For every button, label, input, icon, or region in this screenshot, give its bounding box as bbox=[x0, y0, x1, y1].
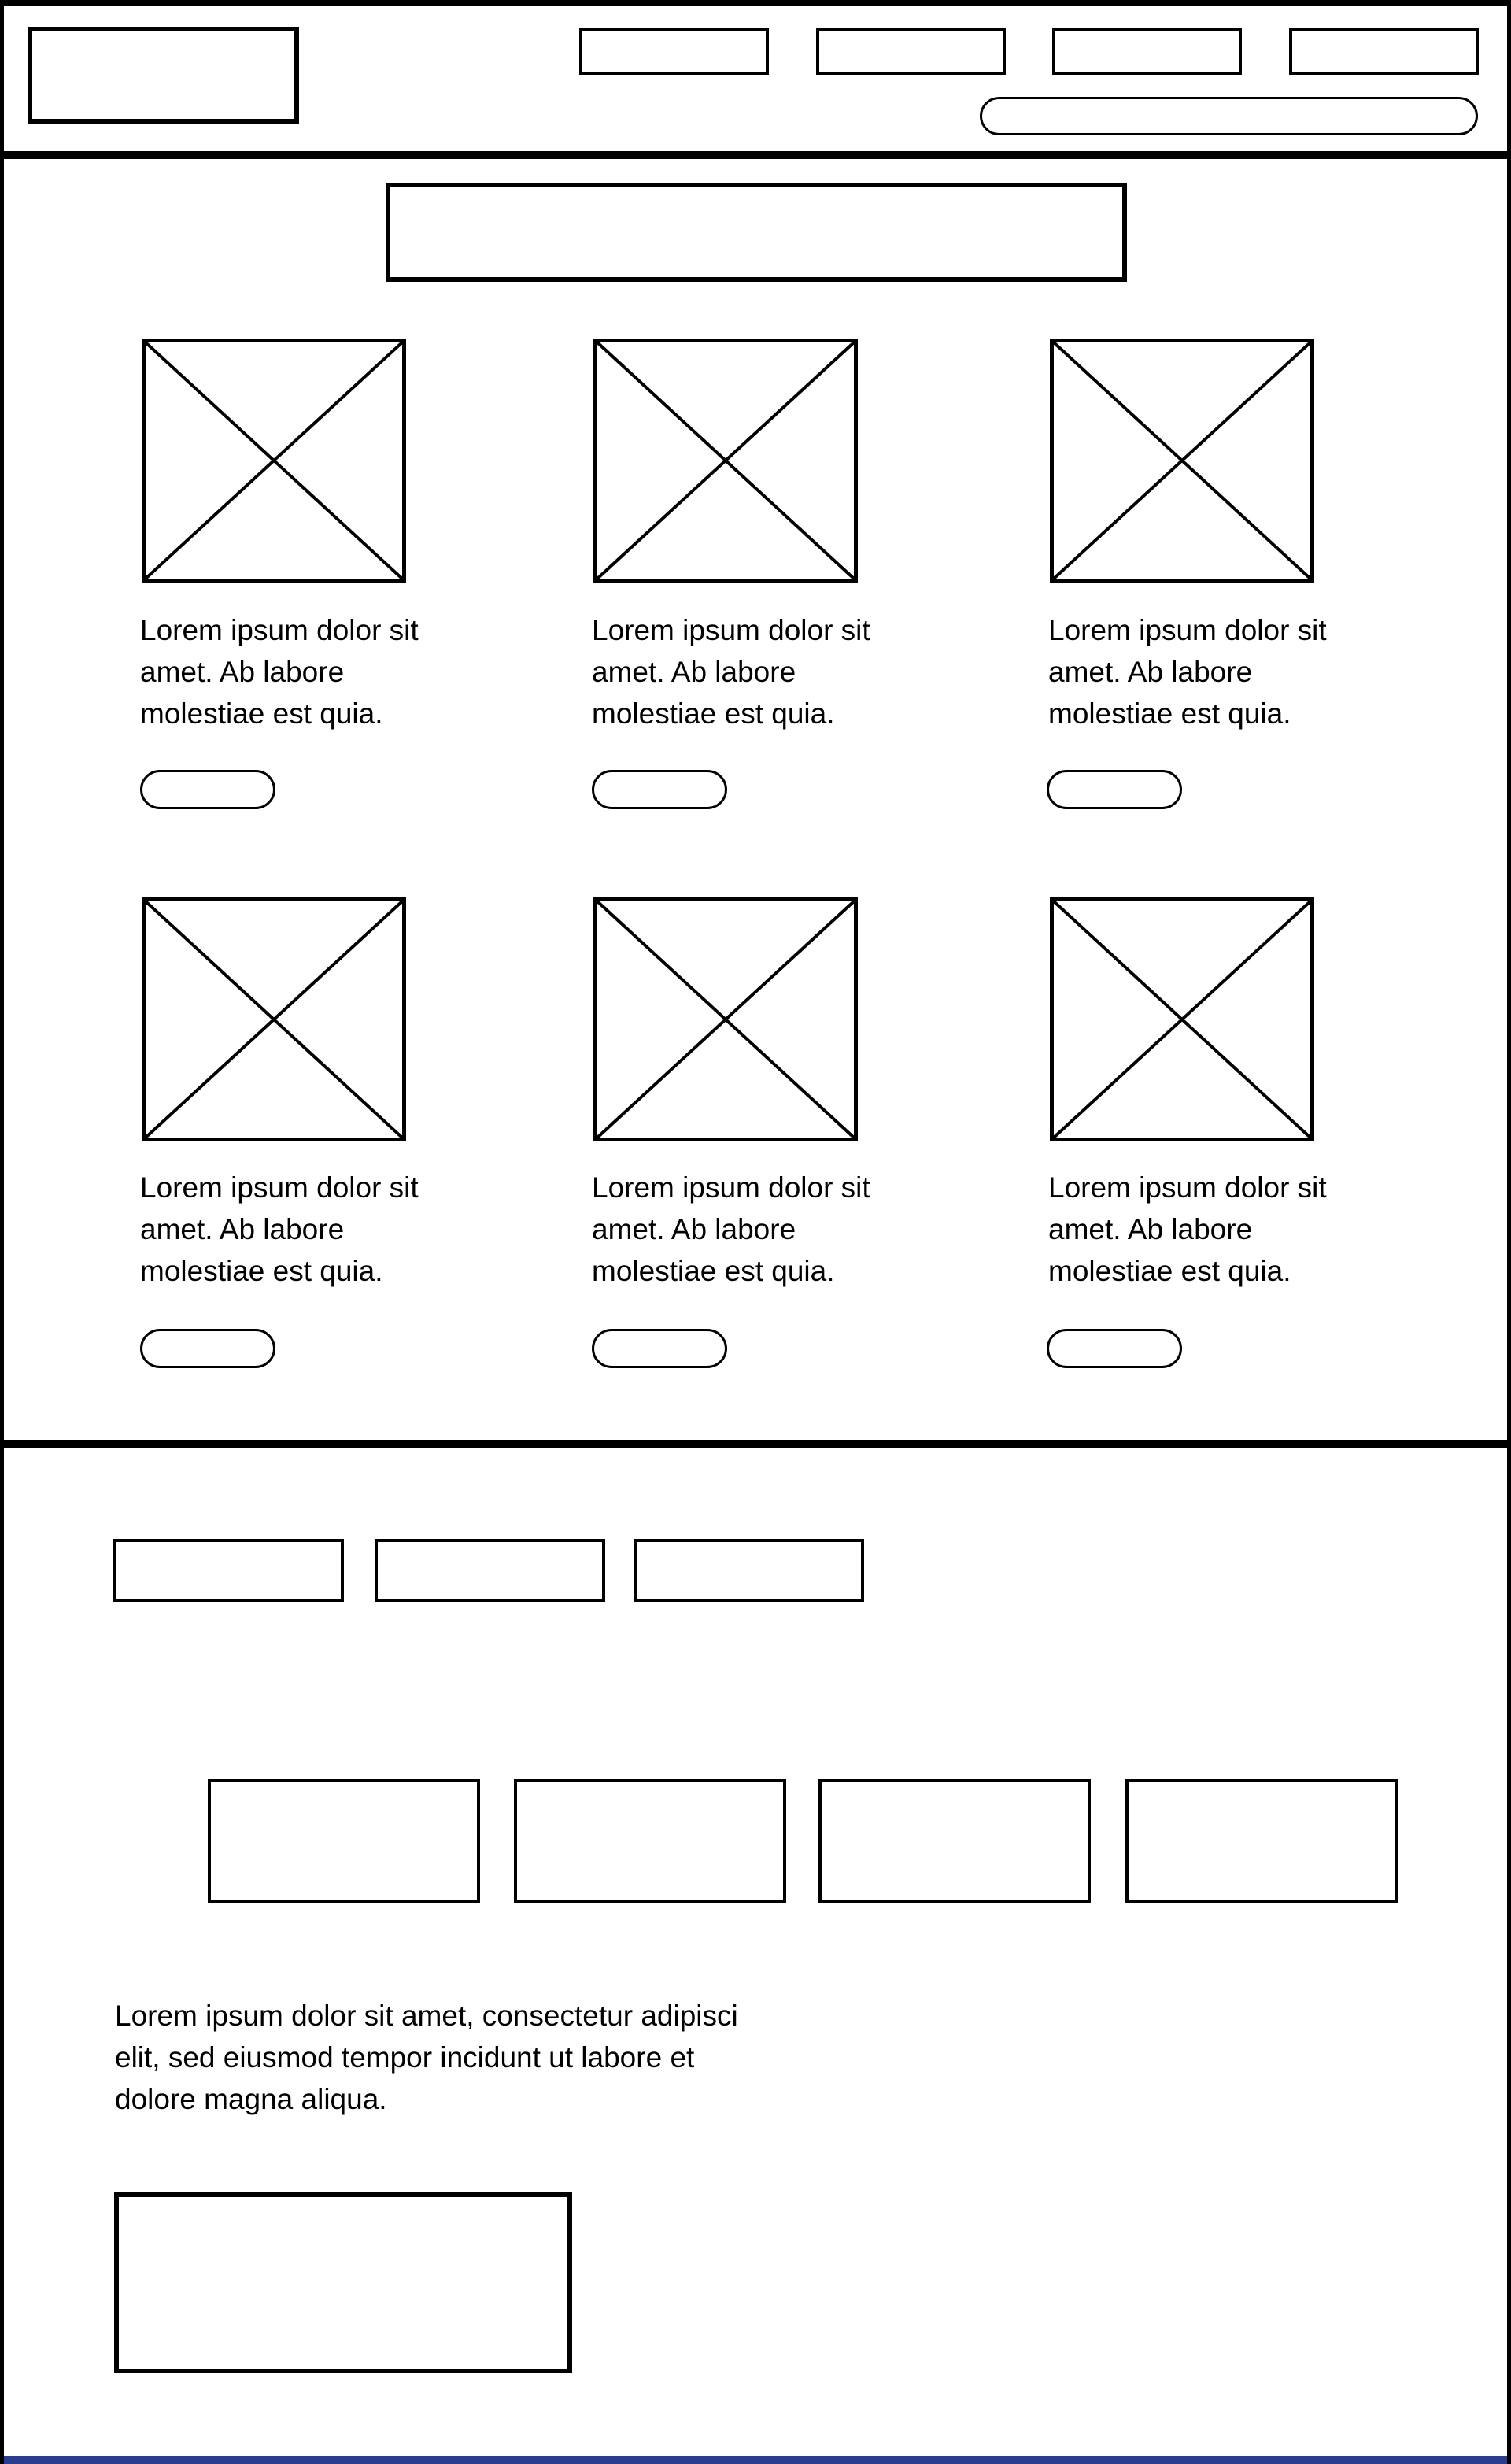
body-text-line: Lorem ipsum dolor sit amet, consectetur adipisci bbox=[115, 2000, 738, 2032]
card-button[interactable] bbox=[140, 770, 275, 809]
card-text-line: Lorem ipsum dolor sit bbox=[1048, 1171, 1327, 1204]
card-text bbox=[140, 609, 419, 734]
x-cross-icon bbox=[1054, 901, 1310, 1138]
card-text-line: amet. Ab labore bbox=[592, 656, 796, 688]
footer-bar bbox=[0, 2456, 1511, 2464]
x-cross-icon bbox=[146, 901, 402, 1138]
card-text bbox=[1048, 1167, 1327, 1292]
x-cross-icon bbox=[146, 342, 402, 579]
x-cross-icon bbox=[1054, 342, 1310, 579]
card-text-line: molestiae est quia. bbox=[592, 697, 835, 730]
card-text-line: Lorem ipsum dolor sit bbox=[140, 1171, 419, 1204]
tab-placeholder-3[interactable] bbox=[634, 1539, 864, 1602]
nav-item-placeholder-3[interactable] bbox=[1052, 28, 1242, 75]
nav-item-placeholder-1[interactable] bbox=[579, 28, 769, 75]
card-text-line: Lorem ipsum dolor sit bbox=[592, 1171, 870, 1204]
card-text bbox=[592, 609, 870, 734]
body-text-line: elit, sed eiusmod tempor incidunt ut labore et bbox=[115, 2041, 695, 2074]
card-text-line: molestiae est quia. bbox=[140, 697, 383, 730]
nav-item-placeholder-4[interactable] bbox=[1289, 28, 1479, 75]
thumbnail-placeholder-2 bbox=[514, 1779, 786, 1903]
thumbnail-placeholder-1 bbox=[208, 1779, 480, 1903]
card-text-line: Lorem ipsum dolor sit bbox=[140, 614, 419, 646]
body-text bbox=[115, 1995, 847, 2120]
card-text-line: Lorem ipsum dolor sit bbox=[592, 614, 870, 646]
thumbnail-placeholder-4 bbox=[1125, 1779, 1398, 1903]
card-image-placeholder[interactable] bbox=[142, 339, 406, 583]
card-text bbox=[140, 1167, 419, 1292]
card-text-line: molestiae est quia. bbox=[1048, 697, 1291, 730]
card-image-placeholder[interactable] bbox=[593, 897, 858, 1141]
logo-placeholder[interactable] bbox=[28, 27, 299, 124]
card-button[interactable] bbox=[1047, 1329, 1182, 1368]
card-button[interactable] bbox=[140, 1329, 275, 1368]
card-image-placeholder[interactable] bbox=[1050, 339, 1314, 583]
card-text bbox=[592, 1167, 870, 1292]
card-text-line: amet. Ab labore bbox=[140, 656, 345, 688]
tab-placeholder-2[interactable] bbox=[375, 1539, 605, 1602]
card-button[interactable] bbox=[1047, 770, 1182, 809]
x-cross-icon bbox=[597, 342, 854, 579]
tab-placeholder-1[interactable] bbox=[113, 1539, 344, 1602]
header-divider bbox=[0, 151, 1511, 159]
card-text-line: molestiae est quia. bbox=[140, 1255, 383, 1287]
card-text bbox=[1048, 609, 1327, 734]
section-divider bbox=[0, 1440, 1511, 1448]
card-text-line: amet. Ab labore bbox=[1048, 1213, 1253, 1245]
card-image-placeholder[interactable] bbox=[593, 339, 858, 583]
card-image-placeholder[interactable] bbox=[142, 897, 406, 1141]
card-button[interactable] bbox=[592, 770, 727, 809]
card-text-line: Lorem ipsum dolor sit bbox=[1048, 614, 1327, 646]
content-box-placeholder bbox=[114, 2192, 572, 2373]
card-text-line: molestiae est quia. bbox=[592, 1255, 835, 1287]
search-input[interactable] bbox=[980, 97, 1478, 135]
card-image-placeholder[interactable] bbox=[1050, 897, 1314, 1141]
x-cross-icon bbox=[597, 901, 854, 1138]
card-text-line: amet. Ab labore bbox=[592, 1213, 796, 1245]
body-text-line: dolore magna aliqua. bbox=[115, 2083, 387, 2115]
page-title-placeholder bbox=[386, 183, 1127, 282]
card-text-line: molestiae est quia. bbox=[1048, 1255, 1291, 1287]
nav-item-placeholder-2[interactable] bbox=[816, 28, 1006, 75]
card-text-line: amet. Ab labore bbox=[1048, 656, 1253, 688]
card-button[interactable] bbox=[592, 1329, 727, 1368]
card-text-line: amet. Ab labore bbox=[140, 1213, 345, 1245]
thumbnail-placeholder-3 bbox=[818, 1779, 1091, 1903]
